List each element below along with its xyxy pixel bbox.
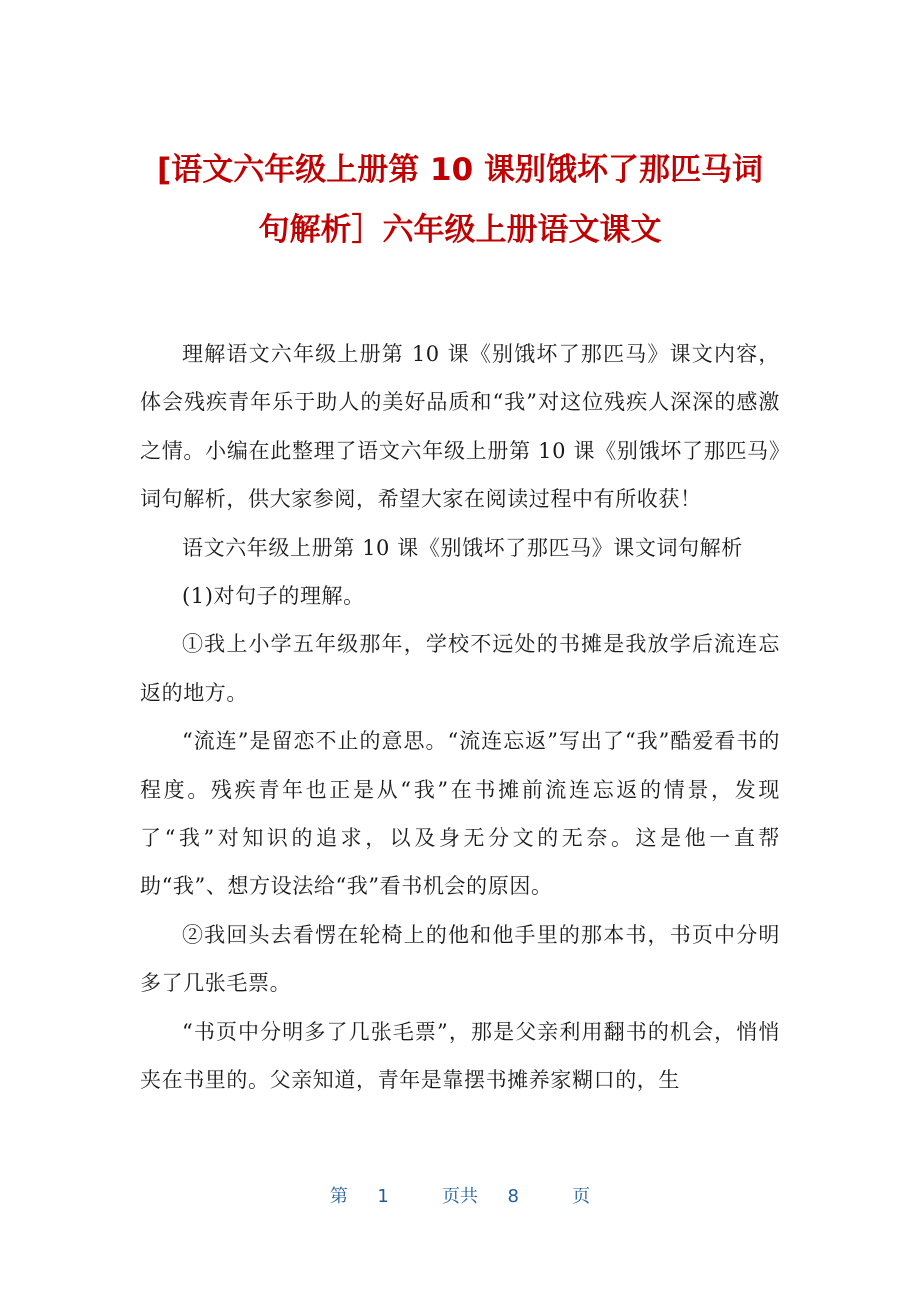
page-footer — [0, 1182, 920, 1208]
paragraph-sentence-1: ①我上小学五年级那年，学校不远处的书摊是我放学后流连忘返的地方。 — [140, 632, 780, 705]
paragraph-explanation-1: “流连”是留恋不止的意思。“流连忘返”写出了“我”酷爱看书的程度。残疾青年也正是从“我”在书摊前流连忘返的情景，发现了“我”对知识的追求，以及身无分文的无奈。这是他一直帮助“我”、想方设法给“我”看书机会的原因。 — [140, 729, 780, 899]
paragraph-intro: 理解语文六年级上册第 10 课《别饿坏了那匹马》课文内容，体会残疾青年乐于助人的美好品质和“我”对这位残疾人深深的感激之情。小编在此整理了语文六年级上册第 10 课《别饿坏了那匹马》词句解析，供大家参阅，希望大家在阅读过程中有所收获！ — [140, 342, 780, 512]
paragraph-explanation-2: “书页中分明多了几张毛票”，那是父亲利用翻书的机会，悄悄夹在书里的。父亲知道，青年是靠摆书摊养家糊口的，生 — [140, 1019, 780, 1093]
footer-total-pages: 8 — [507, 1186, 519, 1207]
paragraph-subheading: (1)对句子的理解。 — [182, 584, 365, 609]
title-line-1: [语文六年级上册第 10 课别饿坏了那匹马词 — [157, 152, 763, 188]
paragraph-section-heading: 语文六年级上册第 10 课《别饿坏了那匹马》课文词句解析 — [182, 535, 743, 560]
footer-suffix: 页 — [572, 1186, 591, 1207]
footer-current-page: 1 — [377, 1186, 389, 1207]
title-line-2: 句解析］六年级上册语文课文 — [258, 212, 662, 248]
paragraph-sentence-2: ②我回头去看愣在轮椅上的他和他手里的那本书，书页中分明多了几张毛票。 — [140, 922, 780, 996]
footer-mid: 页共 — [442, 1186, 478, 1207]
footer-prefix: 第 — [329, 1186, 348, 1207]
document-body — [140, 330, 780, 1105]
document-title — [120, 140, 800, 260]
